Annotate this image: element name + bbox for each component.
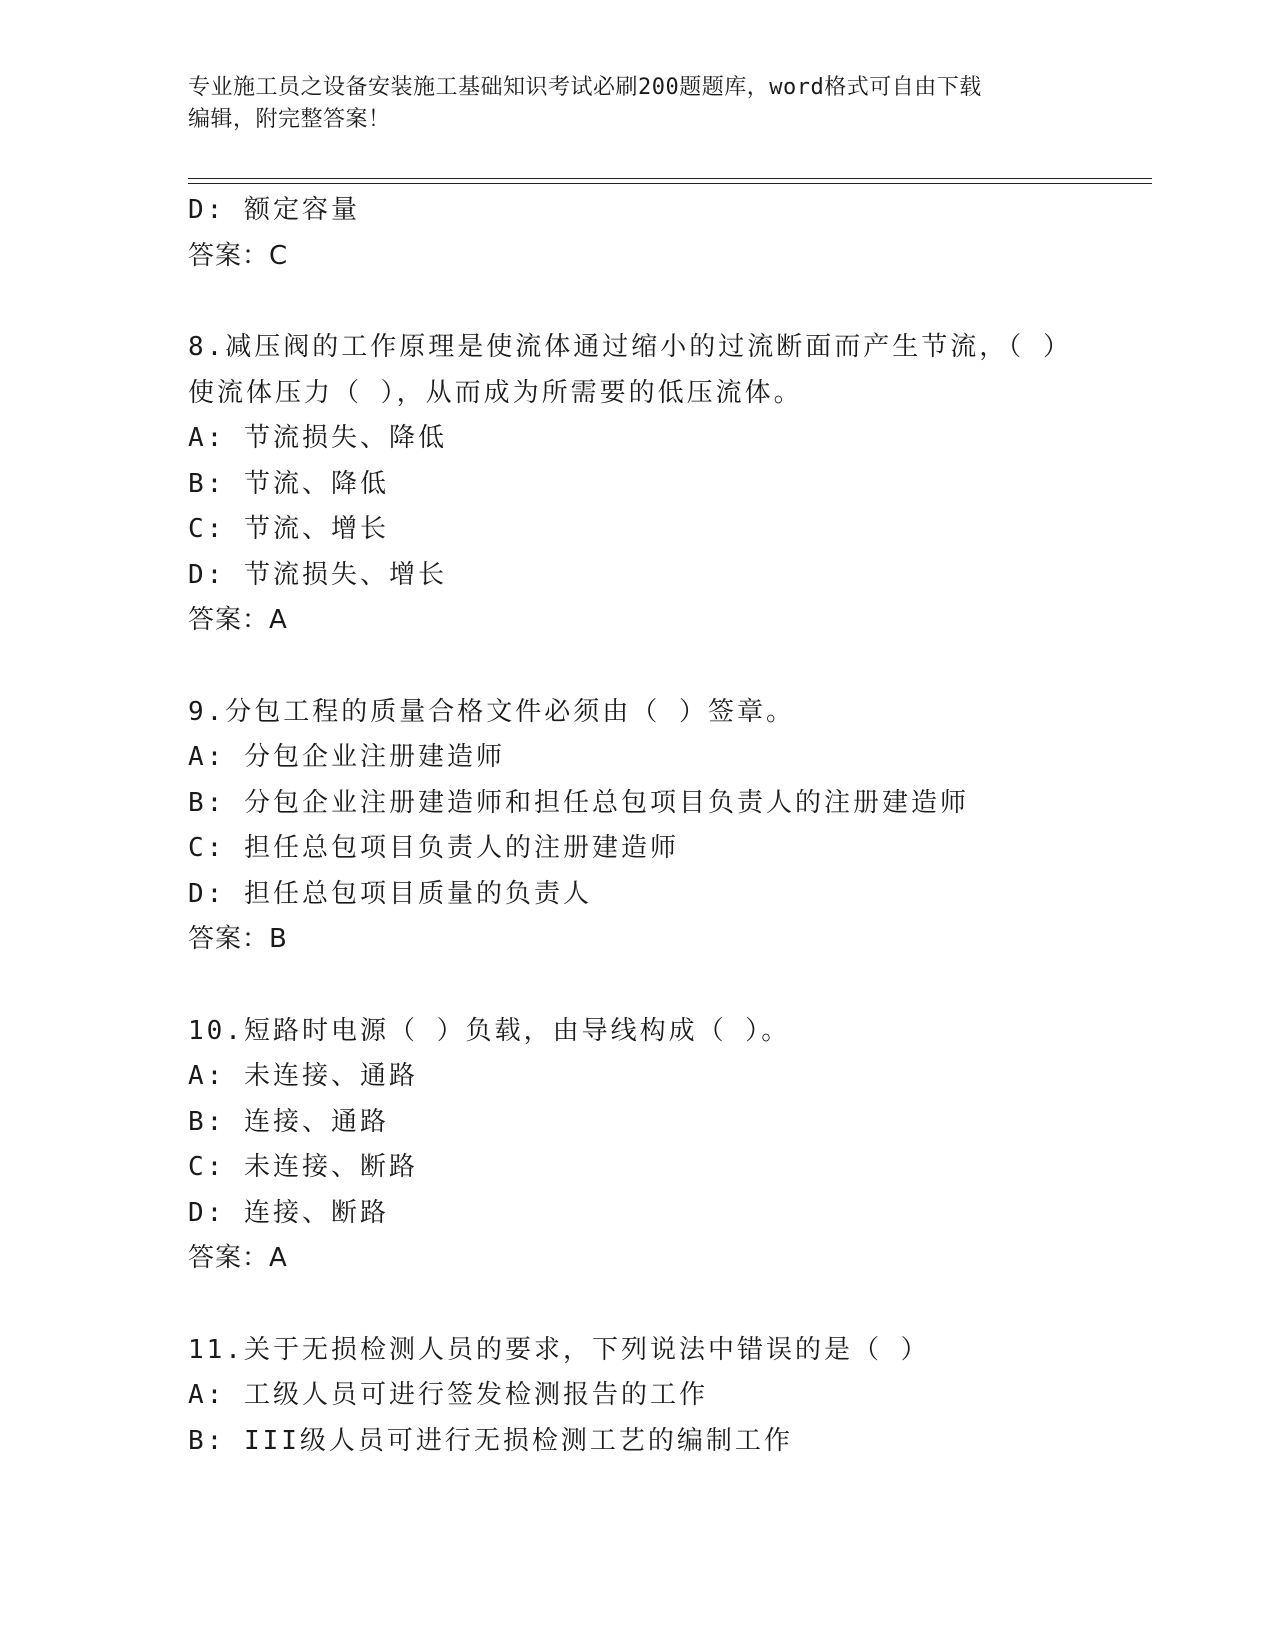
option-a: A: 工级人员可进行签发检测报告的工作: [188, 1380, 708, 1410]
option-b: B: 分包企业注册建造师和担任总包项目负责人的注册建造师: [188, 787, 969, 818]
answer-line: 答案：A: [188, 605, 288, 635]
option-a: A: 未连接、通路: [188, 1061, 418, 1091]
document-header: [188, 72, 1088, 136]
answer-line: 答案：A: [188, 1243, 288, 1273]
previous-question-tail: [188, 188, 1152, 279]
question-stem: 9.分包工程的质量合格文件必须由（ ）签章。: [188, 696, 795, 727]
option-a: A: 分包企业注册建造师: [188, 742, 505, 772]
header-title-line-1: 专业施工员之设备安装施工基础知识考试必刷200题题库，word格式可自由下载: [188, 75, 982, 100]
spacer: [188, 963, 1152, 1009]
answer-line: 答案：B: [188, 924, 288, 954]
option-b: B: 节流、降低: [188, 468, 389, 499]
spacer: [188, 1282, 1152, 1328]
question-10: [188, 1009, 1152, 1282]
spacer: [188, 644, 1152, 690]
question-8: [188, 325, 1152, 644]
question-stem: 8.减压阀的工作原理是使流体通过缩小的过流断面而产生节流，（ ）: [188, 332, 1072, 362]
answer-line: 答案：C: [188, 240, 289, 271]
question-9: [188, 690, 1152, 963]
spacer: [188, 279, 1152, 325]
option-a: A: 节流损失、降低: [188, 423, 447, 453]
option-b: B: III级人员可进行无损检测工艺的编制工作: [188, 1425, 793, 1456]
header-title-line-2: 编辑，附完整答案！: [188, 107, 391, 132]
header-divider-bottom: [188, 183, 1152, 184]
option-c: C: 担任总包项目负责人的注册建造师: [188, 833, 679, 863]
header-divider-top: [188, 178, 1152, 179]
question-stem: 10.短路时电源（ ）负载，由导线构成（ ）。: [188, 1015, 791, 1046]
question-stem-continued: 使流体压力（ ），从而成为所需要的低压流体。: [188, 377, 803, 408]
option-d: D: 额定容量: [188, 195, 360, 225]
option-c: C: 未连接、断路: [188, 1152, 418, 1182]
option-d: D: 节流损失、增长: [188, 559, 447, 590]
question-11: [188, 1328, 1152, 1465]
question-stem: 11.关于无损检测人员的要求，下列说法中错误的是（ ）: [188, 1334, 930, 1365]
option-d: D: 担任总包项目质量的负责人: [188, 878, 592, 909]
question-list: [188, 188, 1152, 1464]
option-c: C: 节流、增长: [188, 514, 389, 544]
option-b: B: 连接、通路: [188, 1106, 389, 1137]
option-d: D: 连接、断路: [188, 1197, 389, 1228]
